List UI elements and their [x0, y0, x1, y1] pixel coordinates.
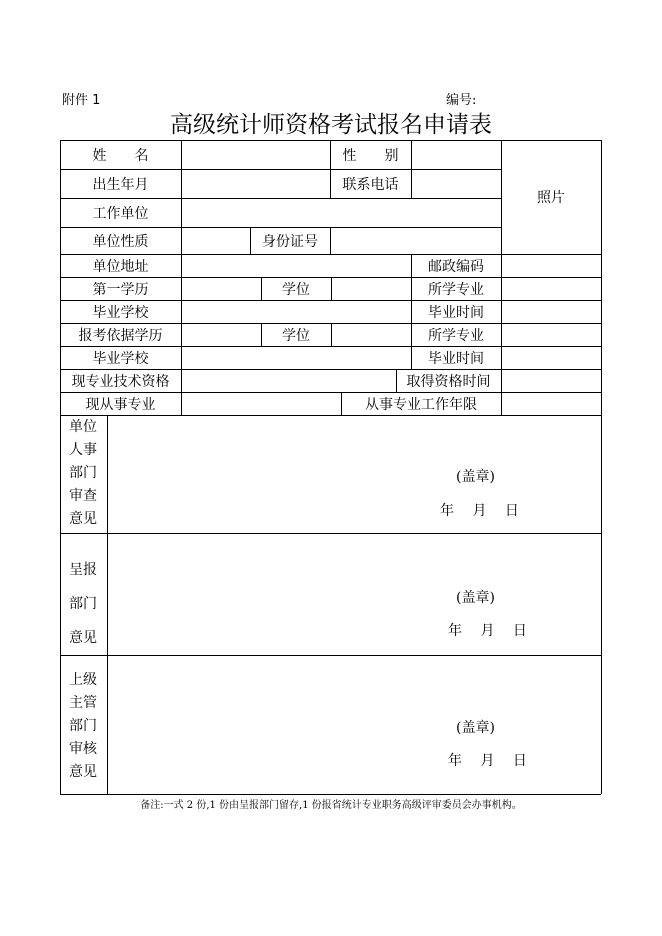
birth-label: 出生年月 [92, 176, 149, 193]
grad-time-field[interactable] [502, 301, 601, 323]
degree2-label: 学位 [282, 327, 310, 344]
school2-label: 毕业学校 [92, 350, 149, 367]
seal-label: (盖章) [456, 469, 495, 485]
major2-field[interactable] [502, 324, 601, 346]
major-label: 所学专业 [428, 281, 484, 298]
phone-field[interactable] [412, 170, 501, 198]
degree2-field[interactable] [332, 324, 411, 346]
unit-hr-opinion-field[interactable] [108, 416, 601, 533]
number-label: 编号: [446, 93, 477, 108]
current-specialty-field[interactable] [182, 393, 341, 415]
gender-label: 性 别 [342, 147, 399, 164]
qualification-time-field[interactable] [502, 370, 601, 392]
date-label: 年 月 日 [448, 623, 527, 639]
submitting-dept-opinion-field[interactable] [108, 534, 601, 655]
specialty-years-label: 从事专业工作年限 [365, 396, 477, 413]
attachment-label: 附件 1 [62, 93, 101, 108]
form-title: 高级统计师资格考试报名申请表 [170, 112, 492, 138]
degree-field[interactable] [332, 278, 411, 300]
id-number-label: 身份证号 [262, 233, 318, 250]
first-education-label: 第一学历 [92, 281, 149, 298]
degree-label: 学位 [282, 281, 310, 298]
photo-box[interactable] [501, 140, 601, 254]
major-field[interactable] [502, 278, 601, 300]
grad-time2-label: 毕业时间 [428, 350, 484, 367]
postcode-field[interactable] [502, 255, 601, 277]
date-label: 年 月 日 [440, 503, 519, 519]
date-label: 年 月 日 [448, 753, 527, 769]
footnote: 备注:一式 2 份,1 份由呈报部门留存,1 份报省统计专业职务高级评审委员会办事机构。 [140, 800, 522, 811]
school-label: 毕业学校 [92, 304, 149, 321]
postcode-label: 邮政编码 [428, 258, 484, 275]
workplace-label: 工作单位 [92, 205, 149, 222]
qualification-time-label: 取得资格时间 [406, 373, 491, 390]
unit-type-field[interactable] [182, 228, 250, 254]
workplace-field[interactable] [182, 199, 501, 227]
grad-time-label: 毕业时间 [428, 304, 484, 321]
grad-time2-field[interactable] [502, 347, 601, 369]
superior-dept-opinion-field[interactable] [108, 656, 601, 794]
submitting-dept-opinion-label: 呈报 部门 意见 [69, 562, 97, 646]
exam-education-field[interactable] [182, 324, 261, 346]
name-field[interactable] [182, 141, 330, 169]
phone-label: 联系电话 [342, 176, 399, 193]
current-qualification-field[interactable] [182, 370, 396, 392]
photo-label: 照片 [537, 190, 565, 206]
name-label: 姓 名 [92, 147, 149, 164]
seal-label: (盖章) [456, 720, 495, 736]
first-education-field[interactable] [182, 278, 261, 300]
unit-address-field[interactable] [182, 255, 411, 277]
exam-education-label: 报考依据学历 [78, 327, 163, 344]
birth-field[interactable] [182, 170, 330, 198]
id-number-field[interactable] [331, 228, 501, 254]
specialty-years-field[interactable] [502, 393, 601, 415]
major2-label: 所学专业 [428, 327, 484, 344]
school-field[interactable] [182, 301, 411, 323]
unit-hr-opinion-label: 单位 人事 部门 审查 意见 [69, 419, 97, 527]
unit-address-label: 单位地址 [92, 258, 149, 275]
seal-label: (盖章) [456, 590, 495, 606]
school2-field[interactable] [182, 347, 411, 369]
superior-dept-opinion-label: 上级 主管 部门 审核 意见 [69, 672, 97, 780]
gender-field[interactable] [412, 141, 501, 169]
current-qualification-label: 现专业技术资格 [71, 373, 170, 390]
unit-type-label: 单位性质 [92, 233, 149, 250]
current-specialty-label: 现从事专业 [85, 396, 156, 413]
